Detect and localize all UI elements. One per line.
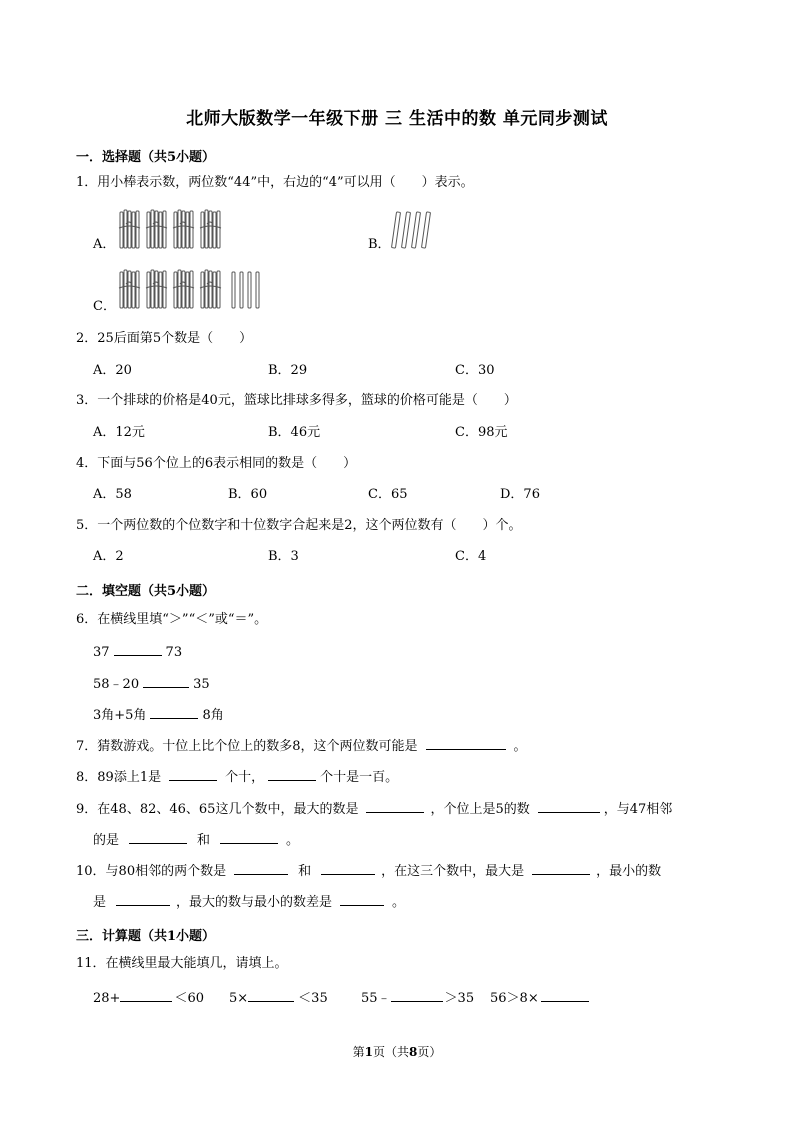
q3-option-c: C．98元 <box>455 425 508 440</box>
section-title-fill: 二．填空题（共5小题） <box>76 584 216 599</box>
q9-part-6: 。 <box>286 833 300 848</box>
page-footer <box>0 1043 794 1060</box>
section-title-calc: 三．计算题（共1小题） <box>76 929 216 944</box>
q2-option-a: A．20 <box>93 363 132 378</box>
q4-option-a: A．58 <box>93 487 132 502</box>
answer-blank[interactable] <box>150 705 198 719</box>
answer-blank[interactable] <box>248 988 294 1002</box>
q10-part-2: 和 <box>298 864 312 879</box>
q1-option-c-label: C． <box>93 299 116 314</box>
q10-part-4: ，最小的数 <box>596 864 662 879</box>
answer-blank[interactable] <box>114 642 162 656</box>
section-title-choice: 一．选择题（共5小题） <box>76 150 216 165</box>
q7-end: 。 <box>513 739 527 754</box>
answer-blank[interactable] <box>538 799 600 813</box>
question-2-stem: 2．25后面第5个数是（ ） <box>76 331 253 346</box>
q6-row-2 <box>93 674 210 694</box>
q10-part-5: 是 <box>93 895 107 910</box>
answer-blank[interactable] <box>120 988 172 1002</box>
question-4-stem: 4．下面与56个位上的6表示相同的数是（ ） <box>76 456 357 471</box>
q2-option-c: C．30 <box>455 363 495 378</box>
q6-r2-right: 35 <box>193 677 210 692</box>
single-sticks-icon <box>392 210 432 250</box>
q11-e3-right: ＞35 <box>444 991 475 1006</box>
question-10-line-2 <box>93 892 405 912</box>
q9-part-1: 9．在48、82、46、65这几个数中，最大的数是 <box>76 802 359 817</box>
bundles-of-sticks-icon <box>118 208 223 252</box>
question-8 <box>76 767 398 787</box>
q11-e2-left: 5× <box>229 991 249 1006</box>
q11-expr-1 <box>93 988 204 1008</box>
footer-page-number: 1 <box>364 1045 373 1059</box>
q11-expr-3 <box>361 988 474 1008</box>
question-3-stem: 3．一个排球的价格是40元，篮球比排球多得多，篮球的价格可能是（ ） <box>76 393 517 408</box>
footer-pre: 第 <box>352 1045 365 1059</box>
answer-blank[interactable] <box>220 830 278 844</box>
question-7 <box>76 736 527 756</box>
q11-expr-4 <box>490 988 589 1008</box>
answer-blank[interactable] <box>129 830 187 844</box>
q10-part-3: ，在这三个数中，最大是 <box>381 864 525 879</box>
answer-blank[interactable] <box>169 767 217 781</box>
q9-part-4: 的是 <box>93 833 120 848</box>
q11-e1-right: ＜60 <box>174 991 204 1006</box>
answer-blank[interactable] <box>268 767 316 781</box>
q6-r3-left: 3角+5角 <box>93 708 147 723</box>
q4-option-d: D．76 <box>500 487 540 502</box>
answer-blank[interactable] <box>116 892 170 906</box>
footer-mid: 页（共 <box>372 1045 409 1059</box>
q3-option-b: B．46元 <box>268 425 321 440</box>
q10-part-7: 。 <box>392 895 406 910</box>
q8-part-1: 8．89添上1是 <box>76 770 162 785</box>
question-5-stem: 5．一个两位数的个位数字和十位数字合起来是2，这个两位数有（ ）个。 <box>76 518 522 533</box>
q11-e2-right: ＜35 <box>298 991 328 1006</box>
answer-blank[interactable] <box>143 674 189 688</box>
answer-blank[interactable] <box>321 861 375 875</box>
question-9-line-1 <box>76 799 672 819</box>
q10-part-1: 10．与80相邻的两个数是 <box>76 864 227 879</box>
q11-e4-left: 56＞8× <box>490 991 539 1006</box>
q9-part-2: ，个位上是5的数 <box>430 802 530 817</box>
q6-r3-right: 8角 <box>202 708 224 723</box>
answer-blank[interactable] <box>532 861 590 875</box>
answer-blank[interactable] <box>366 799 424 813</box>
question-1-stem: 1．用小棒表示数，两位数“44”中，右边的“4”可以用（ ）表示。 <box>76 175 474 190</box>
footer-total-pages: 8 <box>409 1045 418 1059</box>
question-9-line-2 <box>93 830 299 850</box>
q9-part-3: ，与47相邻 <box>603 802 673 817</box>
answer-blank[interactable] <box>234 861 288 875</box>
q11-e1-left: 28+ <box>93 991 121 1006</box>
q3-option-a: A．12元 <box>93 425 145 440</box>
q10-part-6: ，最大的数与最小的数差是 <box>176 895 333 910</box>
q6-r1-right: 73 <box>165 645 183 660</box>
q6-row-3 <box>93 705 224 725</box>
q11-e3-left: 55﹣ <box>361 991 391 1006</box>
answer-blank[interactable] <box>426 736 506 750</box>
q1-option-a-label: A． <box>93 237 116 252</box>
answer-blank[interactable] <box>340 892 384 906</box>
q6-r2-left: 58﹣20 <box>93 677 140 692</box>
question-6-stem: 6．在横线里填“＞”“＜”或“＝”。 <box>76 612 268 627</box>
q5-option-b: B．3 <box>268 549 299 564</box>
q7-stem: 7．猜数游戏。十位上比个位上的数多8，这个两位数可能是 <box>76 739 418 754</box>
q4-option-c: C．65 <box>368 487 408 502</box>
q6-row-1 <box>93 642 182 662</box>
q8-part-2: 个十， <box>225 770 265 785</box>
q2-option-b: B．29 <box>268 363 308 378</box>
answer-blank[interactable] <box>541 988 589 1002</box>
q8-part-3: 个十是一百。 <box>320 770 399 785</box>
bundles-and-sticks-icon <box>118 268 278 312</box>
question-11-stem: 11．在横线里最大能填几，请填上。 <box>76 956 288 971</box>
q5-option-c: C．4 <box>455 549 487 564</box>
q11-expr-2 <box>229 988 328 1008</box>
q1-option-b-label: B． <box>368 237 391 252</box>
q5-option-a: A．2 <box>93 549 124 564</box>
q4-option-b: B．60 <box>228 487 268 502</box>
answer-blank[interactable] <box>391 988 443 1002</box>
q6-r1-left: 37 <box>93 645 110 660</box>
footer-post: 页） <box>417 1045 442 1059</box>
q9-part-5: 和 <box>197 833 211 848</box>
question-10-line-1 <box>76 861 661 881</box>
page-title: 北师大版数学一年级下册 三 生活中的数 单元同步测试 <box>186 109 608 129</box>
